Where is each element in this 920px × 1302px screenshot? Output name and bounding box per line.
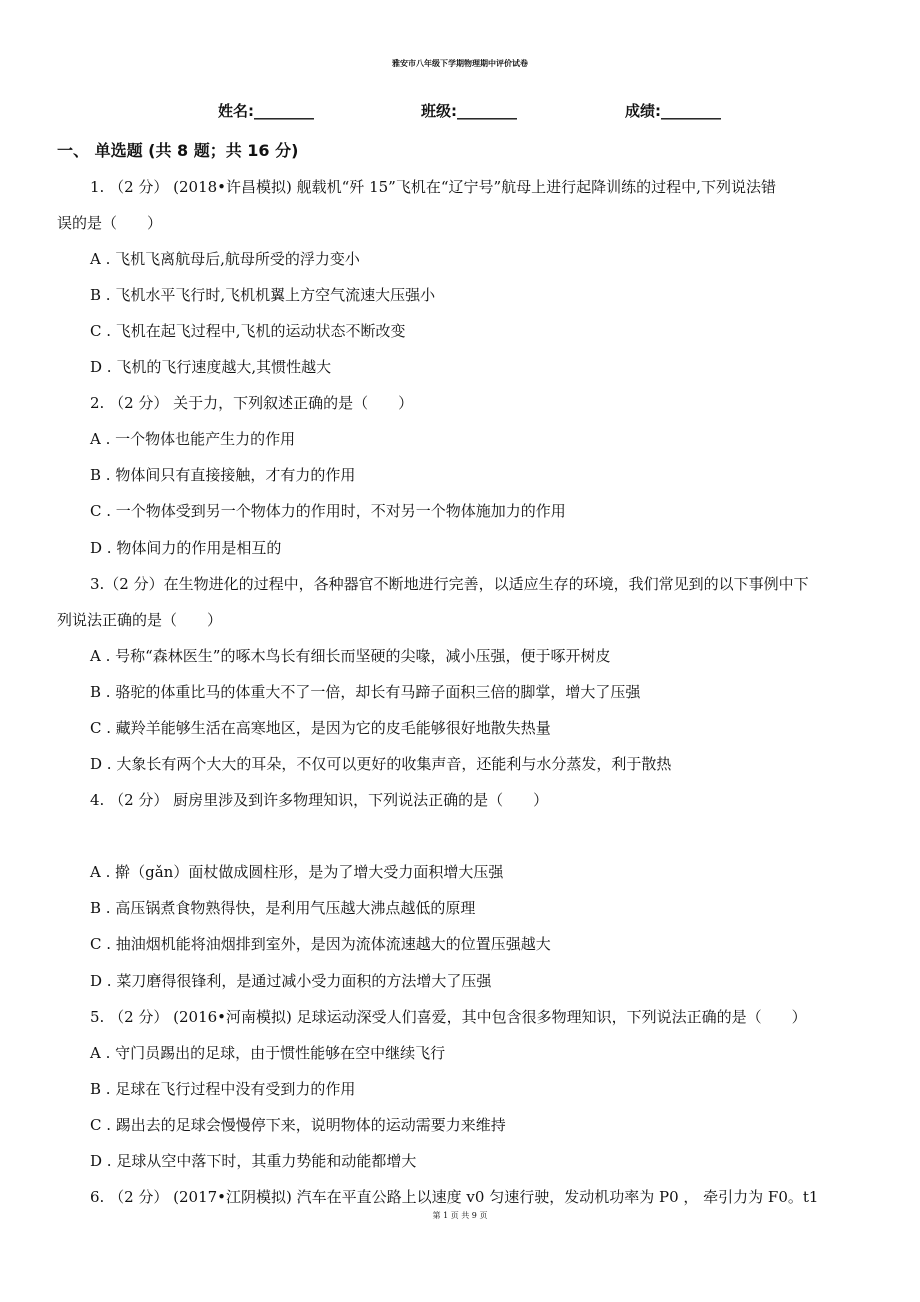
score-field: 成绩:________ [625,102,721,120]
question-3-option-b: B . 骆驼的体重比马的体重大不了一倍，却长有马蹄子面积三倍的脚掌，增大了压强 [90,683,641,701]
question-5-option-b: B . 足球在飞行过程中没有受到力的作用 [90,1080,356,1098]
question-1-stem: 1. （2 分） (2018•许昌模拟) 舰载机“歼 15”飞机在“辽宁号”航母上进行起降训练的过程中,下列说法错 [90,178,776,196]
question-1-option-a: A . 飞机飞离航母后,航母所受的浮力变小 [90,250,360,268]
question-2-option-c: C . 一个物体受到另一个物体力的作用时，不对另一个物体施加力的作用 [90,502,566,520]
section-heading: 一、 单选题 (共 8 题；共 16 分) [57,141,299,160]
question-1-option-b: B . 飞机水平飞行时,飞机机翼上方空气流速大压强小 [90,286,436,304]
question-5-stem: 5. （2 分） (2016•河南模拟) 足球运动深受人们喜爱，其中包含很多物理知识，下列说法正确的是（ ） [90,1008,807,1026]
name-field: 姓名:________ [218,102,314,120]
question-5-option-c: C . 踢出去的足球会慢慢停下来，说明物体的运动需要力来维持 [90,1116,506,1134]
question-4-option-b: B . 高压锅煮食物熟得快，是利用气压越大沸点越低的原理 [90,899,476,917]
class-field: 班级:________ [421,102,517,120]
question-4-option-c: C . 抽油烟机能将油烟排到室外，是因为流体流速越大的位置压强越大 [90,935,551,953]
question-1-stem-cont: 误的是（ ） [57,214,163,232]
question-1-option-d: D . 飞机的飞行速度越大,其惯性越大 [90,358,332,376]
question-3-stem-cont: 列说法正确的是（ ） [57,611,223,629]
question-3-option-a: A . 号称“森林医生”的啄木鸟长有细长而坚硬的尖喙，减小压强，便于啄开树皮 [90,647,611,665]
page-title: 雅安市八年级下学期物理期中评价试卷 [392,59,528,68]
question-2-stem: 2. （2 分） 关于力，下列叙述正确的是（ ） [90,394,414,412]
page-footer: 第 1 页 共 9 页 [432,1211,488,1220]
question-5-option-a: A . 守门员踢出的足球，由于惯性能够在空中继续飞行 [90,1044,446,1062]
question-3-stem: 3.（2 分）在生物进化的过程中，各种器官不断地进行完善，以适应生存的环境，我们常见到的以下事例中下 [90,575,809,593]
question-3-option-c: C . 藏羚羊能够生活在高寒地区，是因为它的皮毛能够很好地散失热量 [90,719,551,737]
question-5-option-d: D . 足球从空中落下时，其重力势能和动能都增大 [90,1152,417,1170]
question-2-option-a: A . 一个物体也能产生力的作用 [90,430,296,448]
question-2-option-b: B . 物体间只有直接接触，才有力的作用 [90,466,356,484]
question-1-option-c: C . 飞机在起飞过程中,飞机的运动状态不断改变 [90,322,406,340]
question-4-option-a: A . 擀（gǎn）面杖做成圆柱形，是为了增大受力面积增大压强 [90,863,504,881]
question-2-option-d: D . 物体间力的作用是相互的 [90,539,282,557]
question-4-option-d: D . 菜刀磨得很锋利，是通过减小受力面积的方法增大了压强 [90,972,492,990]
question-3-option-d: D . 大象长有两个大大的耳朵，不仅可以更好的收集声音，还能利与水分蒸发，利于散热 [90,755,672,773]
question-6-stem: 6. （2 分） (2017•江阴模拟) 汽车在平直公路上以速度 v0 匀速行驶，发动机功率为 P0 ， 牵引力为 F0。t1 [90,1188,819,1206]
question-4-stem: 4. （2 分） 厨房里涉及到许多物理知识，下列说法正确的是（ ） [90,791,549,809]
